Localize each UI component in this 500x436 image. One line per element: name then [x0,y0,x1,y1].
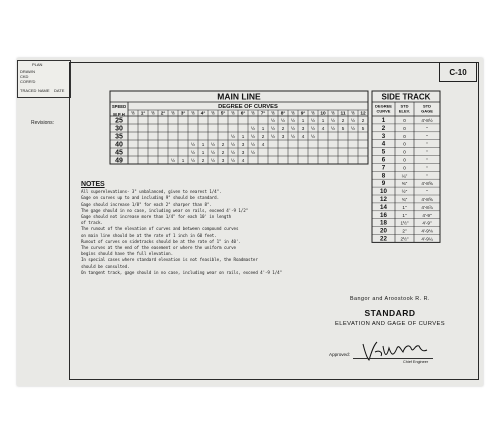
drawing-title: ELEVATION AND GAGE OF CURVES [334,321,446,327]
degree-column-label: ½ [231,110,235,116]
side-track-column-header: DEGREE [375,103,392,109]
elevation-cell: ½ [191,158,195,163]
side-track-cell: " [426,133,428,139]
side-track-column-header: ELEV. [398,108,411,114]
elevation-cell: 2 [341,118,345,123]
side-track-cell: 12 [380,196,387,203]
elevation-cell: ½ [311,118,315,123]
elevation-cell: 2 [281,126,285,131]
elevation-cell: 2 [221,142,225,147]
side-track-cell: 1 [381,117,386,124]
notes-title: NOTES [81,181,105,188]
side-track-cell: 14 [380,203,387,211]
elevation-cell: ½ [231,150,235,155]
chief-engineer-label: Chief Engineer [403,360,429,364]
elevation-cell: 1 [321,118,325,123]
side-track-cell: 0 [403,125,406,131]
degree-of-curves-label: DEGREE OF CURVES [218,104,278,111]
elevation-cell: ½ [351,118,355,123]
elevation-cell: 5 [341,126,345,131]
name-label: NAME [38,88,50,93]
elevation-cell: ½ [291,134,295,139]
elevation-cell: ½ [231,134,235,139]
elevation-cell: 2 [361,118,365,123]
degree-column-label: ½ [131,110,135,116]
side-track-cell: ¾" [401,197,408,202]
degree-column-label: 6° [240,111,246,117]
degree-column-label: 7° [260,111,266,117]
elevation-cell: ½ [271,134,275,139]
note-line: on main line should be at the rate of 1 inch in 60 feet. [81,232,217,238]
side-track-cell: 22 [380,235,387,243]
side-track-cell: 0 [403,141,406,147]
side-track-cell: 10 [380,188,387,196]
side-track-cell: 5 [381,148,386,156]
elevation-cell: 1 [201,150,205,155]
elevation-cell: ½ [171,158,175,163]
degree-column-label: ½ [271,110,275,116]
side-track-cell: 2 [381,124,386,132]
elevation-cell: ½ [211,158,215,163]
note-line: The curves at the end of the easement or where the uniform curve [81,245,236,251]
note-line: On tangent track, gage should in no case, including wear on rails, exceed 4'-9 1/4" [81,269,282,275]
corrected-label: CORR'D [20,79,36,84]
checked-label: CKD [20,74,29,79]
elevation-cell: ½ [311,126,315,131]
elevation-cell: 3 [241,150,245,155]
side-track-cell: " [426,125,428,131]
note-line: Gage on curves up to and including 9° should be standard. [81,195,220,201]
elevation-cell: ½ [291,126,295,131]
degree-column-label: 12 [360,111,366,117]
speed-label: SPEED [111,104,127,109]
speed-row-label: 35 [115,133,123,141]
side-track-cell: " [426,173,428,179]
date-label: DATE [54,88,65,93]
main-line-header: MAIN LINE [217,91,261,102]
side-track-cell: ⅜" [401,181,408,187]
side-track-cell: 4'-8⅝ [421,181,433,187]
drawing-sheet [17,58,483,386]
degree-column-label: ½ [151,110,155,116]
elevation-cell: ½ [251,134,255,139]
elevation-cell: 1 [181,158,185,163]
elevation-cell: 4 [321,126,325,131]
elevation-cell: ½ [191,142,195,147]
side-track-cell: 4'-9" [422,212,432,218]
elevation-cell: ½ [331,126,335,131]
side-track-cell: 0 [403,133,406,139]
elevation-cell: ½ [351,126,355,131]
side-track-cell: 7 [381,164,386,172]
degree-column-label: ½ [351,110,355,116]
note-line: All superelevations- 3" unbalanced, given to nearest 1/4". [81,189,222,195]
elevation-cell: 1 [241,134,245,139]
elevation-cell: 2 [201,158,205,163]
side-track-cell: ½" [401,189,408,195]
elevation-cell: ½ [331,118,335,123]
side-track-cell: 1" [402,204,407,210]
elevation-cell: 5 [361,126,365,131]
elevation-cell: ½ [191,150,195,155]
elevation-cell: ½ [291,118,295,123]
elevation-cell: ½ [251,126,255,131]
approved-label: Approved: [329,352,350,357]
side-track-cell: " [426,189,428,195]
degree-column-label: 3° [180,111,186,117]
degree-column-label: ½ [311,110,315,116]
side-track-cell: " [426,165,428,171]
degree-column-label: ½ [251,110,255,116]
side-track-cell: 1½" [400,220,409,226]
side-track-cell: 4'-8⅝ [421,197,433,202]
side-track-header: SIDE TRACK [381,92,431,102]
side-track-cell: " [426,141,428,147]
side-track-cell: 4'-8½ [421,118,433,123]
speed-row-label: 40 [115,141,123,149]
side-track-cell: 0 [403,149,406,155]
side-track-cell: 0 [403,165,406,171]
side-track-cell: 16 [380,211,387,219]
note-line: Runout of curves on sidetracks should be at the rate of 1" in 40'. [81,238,241,244]
elevation-cell: 1 [301,118,305,123]
degree-column-label: 5° [220,111,226,117]
degree-column-label: 2° [160,111,166,117]
plan-label: PLAN [32,62,43,67]
side-track-cell: 4'-8⅞ [421,204,433,210]
speed-row-label: 45 [115,149,123,157]
side-track-cell: 4'-9¼ [421,236,433,242]
elevation-cell: 4 [241,158,245,163]
elevation-cell: ½ [281,118,285,123]
elevation-cell: ½ [271,118,275,123]
side-track-cell: 4'-9⅛ [421,228,433,234]
side-track-cell: 0 [403,118,406,123]
sheet-number: C-10 [439,62,477,82]
side-track-cell: 20 [380,227,387,235]
side-track-column-header: STD [423,103,431,109]
side-track-cell: 1" [402,212,407,218]
speed-row-label: 49 [115,157,123,165]
side-track-cell: 2" [402,228,407,234]
note-line: begins should have the full elevation. [81,251,174,257]
elevation-cell: ½ [211,142,215,147]
note-line: The gage should in no case, including wear on rails, exceed 4'-9 1/2" [81,207,249,213]
elevation-cell: 4 [261,142,265,147]
elevation-cell: 1 [201,142,205,147]
elevation-cell: 4 [301,134,305,139]
railroad-name: Bangor and Aroostook R. R. [349,296,431,302]
side-track-cell: 3 [381,132,386,140]
elevation-cell: 2 [261,134,265,139]
side-track-cell: 8 [381,172,386,180]
elevation-cell: ½ [211,150,215,155]
elevation-cell: ½ [251,150,255,155]
degree-column-label: ½ [331,110,335,116]
side-track-cell: ¼" [401,173,408,179]
traced-label: TRACED [20,88,37,93]
mph-label: M P H [113,112,125,117]
elevation-cell: ½ [311,134,315,139]
side-track-column-header: CURVE [376,108,391,114]
signature-line [353,358,433,359]
elevation-cell: 3 [241,142,245,147]
elevation-cell: 3 [301,126,305,131]
revisions-label: Revisions: [31,120,55,126]
drawn-label: DRAWN [20,69,35,74]
notes-block [81,182,371,276]
note-line: In special cases where standard elevation is not feasible, the Roadmaster [81,257,258,263]
side-track-cell: 4 [381,140,386,148]
side-track-cell: 0 [403,157,406,163]
note-line: Gage should not increase more than 1/4" for each 10' in length [81,214,232,220]
degree-column-label: 1° [140,111,146,117]
note-line: should be consulted. [81,263,130,269]
elevation-cell: 2 [221,150,225,155]
elevation-cell: 3 [281,134,285,139]
degree-column-label: ½ [171,110,175,116]
side-track-column-header: GAGE [421,108,433,114]
speed-row-label: 30 [115,125,123,133]
note-line: Gage should increase 1/8" for each 2° sharper than 8°. [81,201,212,207]
elevation-cell: ½ [251,142,255,147]
degree-column-label: ½ [291,110,295,116]
degree-column-label: ½ [191,110,195,116]
side-track-cell: " [426,149,428,155]
side-track-cell: 6 [381,156,386,164]
elevation-cell: ½ [271,126,275,131]
note-line: of track. [81,220,103,226]
speed-row-label: 25 [115,117,123,125]
degree-column-label: 11 [340,111,346,117]
side-track-cell: " [426,157,428,163]
side-track-cell: 9 [381,180,386,188]
elevation-cell: ½ [231,158,235,163]
side-track-cell: 18 [380,219,387,227]
degree-column-label: ½ [211,110,215,116]
elevation-cell: ½ [231,142,235,147]
standard-label: STANDARD [364,308,416,318]
elevation-cell: 3 [221,158,225,163]
degree-column-label: 8° [280,111,286,117]
degree-column-label: 9° [300,111,306,117]
note-line: The runout of the elevation of curves and between compound curves [81,226,239,232]
elevation-cell: 1 [261,126,265,131]
degree-column-label: 10 [320,111,326,117]
side-track-cell: 2½" [400,236,409,242]
side-track-column-header: STD [400,103,409,109]
side-track-cell: 4'-9" [422,220,432,226]
degree-column-label: 4° [200,111,206,117]
